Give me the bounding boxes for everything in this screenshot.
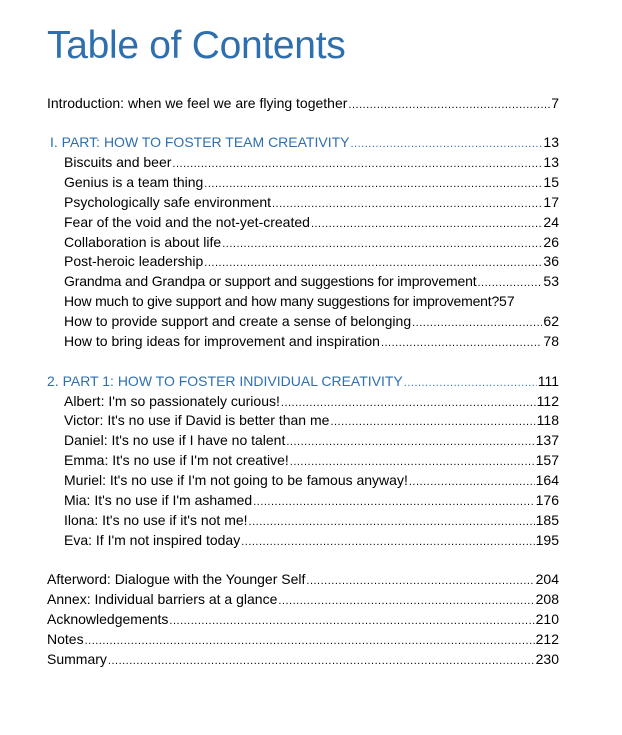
dot-leader [286,433,534,451]
toc-part-heading-2[interactable] [47,372,559,392]
toc-entry-label: Notes [47,631,84,647]
toc-entry-label: How to provide support and create a sense of belonging [64,313,412,329]
toc-entry-page: 15 [543,174,559,190]
toc-entry-label: Muriel: It's no use if I'm not going to be famous anyway! [64,472,408,488]
toc-entry[interactable] [64,491,559,511]
dot-leader [381,334,542,352]
toc-entry[interactable] [64,332,559,352]
toc-entry-page: 204 [535,571,559,587]
dot-leader [278,592,534,610]
toc-entry-page: 26 [543,234,559,250]
dot-leader [204,254,542,272]
dot-leader [222,235,542,253]
toc-entry[interactable] [64,431,559,451]
toc-entry-page: 62 [543,313,559,329]
toc-entry-label: Victor: It's no use if David is better than me [64,412,330,428]
toc-entry-label: Afterword: Dialogue with the Younger Self [47,571,306,587]
toc-entry[interactable] [64,153,559,173]
toc-entry[interactable] [64,411,559,431]
toc-entry-label: Acknowledgements [47,611,169,627]
toc-entry-label: Mia: It's no use if I'm ashamed [64,492,253,508]
toc-entry-page: 111 [537,373,559,389]
toc-entry-label: Post-heroic leadership [64,253,204,269]
toc-entry[interactable] [64,471,559,491]
dot-leader [348,96,550,114]
toc-entry[interactable] [64,451,559,471]
toc-entry-label: Fear of the void and the not-yet-created [64,214,310,230]
toc-entry-page: 210 [535,611,559,627]
toc-entry-page: 195 [535,532,559,548]
toc-entry[interactable] [64,531,559,551]
toc-entry-page: 212 [535,631,559,647]
dot-leader [330,413,535,431]
toc-entry-page: 78 [543,333,559,349]
toc-entry-label: I. PART: HOW TO FOSTER TEAM CREATIVITY [50,134,350,150]
toc-entry[interactable] [64,292,574,310]
dot-leader [281,394,536,412]
toc-entry-page: 157 [535,452,559,468]
toc-entry-page: 57 [499,293,515,309]
dot-leader [306,572,534,590]
page-title: Table of Contents [47,24,346,67]
toc-entry-page: 53 [543,273,559,289]
toc-entry-label: Introduction: when we feel we are flying together [47,95,348,111]
toc-part-heading-1[interactable] [50,133,559,153]
toc-entry-page: 36 [543,253,559,269]
toc-entry-page: 17 [543,194,559,210]
toc-entry-afterword[interactable] [47,570,559,590]
toc-entry-page: 137 [535,432,559,448]
toc-entry-label: Eva: If I'm not inspired today [64,532,241,548]
dot-leader [478,274,543,292]
toc-entry-page: 112 [536,393,559,409]
toc-entry-label: Daniel: It's no use if I have no talent [64,432,286,448]
toc-entry-label: Albert: I'm so passionately curious! [64,393,280,409]
toc-entry[interactable] [64,173,559,193]
toc-entry-label: Psychologically safe environment [64,194,271,210]
toc-entry[interactable] [64,233,559,253]
toc-entry[interactable] [64,193,559,213]
dot-leader [253,493,534,511]
toc-entry[interactable] [64,252,559,272]
toc-entry-page: 185 [535,512,559,528]
toc-entry-label: Annex: Individual barriers at a glance [47,591,278,607]
dot-leader [108,652,535,670]
toc-entry-page: 24 [543,214,559,230]
toc-entry-page: 208 [535,591,559,607]
dot-leader [311,215,542,233]
dot-leader [409,473,535,491]
toc-entry-label: Biscuits and beer [64,154,172,170]
dot-leader [241,533,534,551]
toc-entry-label: 2. PART 1: HOW TO FOSTER INDIVIDUAL CREATIVITY [47,373,403,389]
toc-entry-page: 230 [535,651,559,667]
toc-entry-introduction[interactable] [47,94,559,114]
dot-leader [172,155,542,173]
dot-leader [85,632,535,650]
toc-entry-label: How much to give support and how many suggestions for improvement? [64,293,500,309]
toc-entry-label: How to bring ideas for improvement and inspiration [64,333,380,349]
dot-leader [204,175,542,193]
toc-entry-annex[interactable] [47,590,559,610]
toc-entry-page: 13 [543,134,559,150]
dot-leader [350,135,542,153]
toc-entry-summary[interactable] [47,650,559,670]
toc-entry-label: Collaboration is about life [64,234,222,250]
toc-entry-page: 176 [535,492,559,508]
toc-entry-acknowledgements[interactable] [47,610,559,630]
toc-entry[interactable] [64,312,559,332]
toc-entry-label: Grandma and Grandpa or support and suggestions for improvement [64,273,477,289]
toc-entry[interactable] [64,511,559,531]
toc-entry[interactable] [64,392,559,412]
toc-entry-page: 164 [535,472,559,488]
dot-leader [290,453,535,471]
dot-leader [249,513,535,531]
dot-leader [272,195,542,213]
toc-entry-label: Summary [47,651,107,667]
toc-entry-page: 7 [551,95,559,111]
toc-entry-page: 13 [543,154,559,170]
toc-entry-page: 118 [536,412,559,428]
dot-leader [412,314,542,332]
toc-entry-label: Emma: It's no use if I'm not creative! [64,452,289,468]
dot-leader [169,612,534,630]
toc-entry[interactable] [64,272,559,292]
dot-leader [404,374,537,392]
toc-entry-label: Ilona: It's no use if it's not me! [64,512,248,528]
toc-entry-label: Genius is a team thing [64,174,204,190]
toc-entry[interactable] [64,213,559,233]
toc-entry-notes[interactable] [47,630,559,650]
